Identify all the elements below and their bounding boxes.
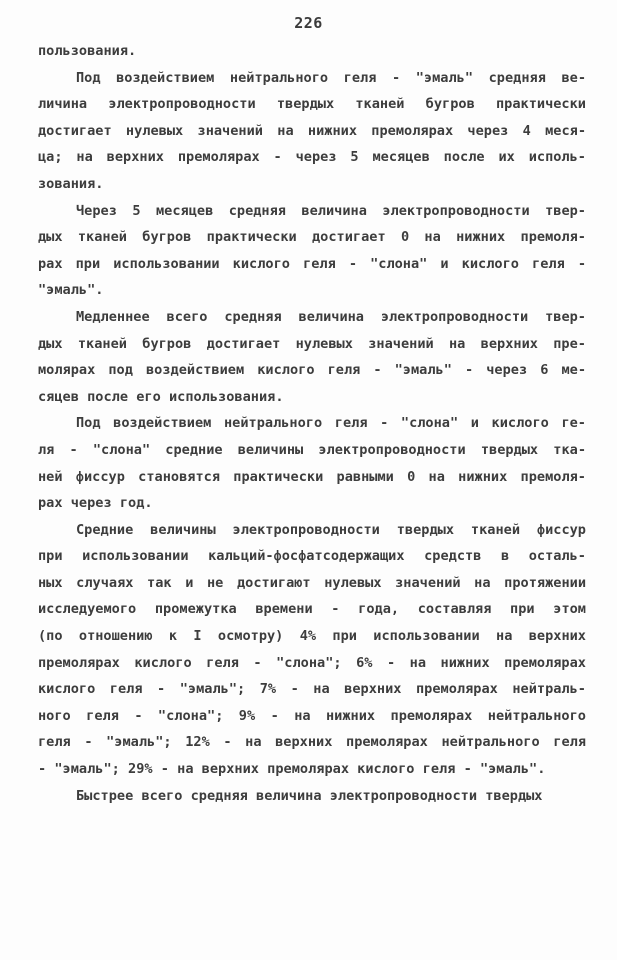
- text-line: Средние величины электропроводности твердых тканей фиссур: [76, 521, 586, 538]
- text-line: ца; на верхних премолярах - через 5 месяцев после их исполь-: [38, 149, 586, 166]
- text-line: - "эмаль"; 29% - на верхних премолярах кислого геля - "эмаль".: [38, 761, 546, 778]
- text-line: "эмаль".: [38, 282, 104, 299]
- text-line: зования.: [38, 175, 104, 192]
- text-line: ля - "слона" средние величины электропроводности твердых тка-: [38, 441, 586, 458]
- text-line: геля - "эмаль"; 12% - на верхних премолярах нейтрального геля: [38, 734, 586, 751]
- text-line: пользования.: [38, 43, 137, 59]
- text-line: рах при использовании кислого геля - "слона" и кислого геля -: [38, 255, 586, 272]
- text-line: исследуемого промежутка времени - года, составляя при этом: [38, 601, 586, 618]
- text-line: дых тканей бугров практически достигает 0 на нижних премоля-: [38, 229, 586, 246]
- text-line: (по отношению к I осмотру) 4% при использовании на верхних: [38, 628, 586, 645]
- text-line: ных случаях так и не достигают нулевых значений на протяжении: [38, 574, 586, 591]
- text-line: рах через год.: [38, 495, 153, 512]
- text-line: Под воздействием нейтрального геля - "эмаль" средняя ве-: [76, 69, 586, 86]
- text-line: Через 5 месяцев средняя величина электропроводности твер-: [76, 202, 586, 219]
- text-line: молярах под воздействием кислого геля - "эмаль" - через 6 ме-: [38, 362, 586, 379]
- text-line: ней фиссур становятся практически равными 0 на нижних премоля-: [38, 468, 586, 485]
- page-number: 226: [294, 14, 323, 32]
- body-text: [38, 38, 586, 809]
- text-line: при использовании кальций-фосфатсодержащих средств в осталь-: [38, 548, 586, 565]
- text-line: Быстрее всего средняя величина электропроводности твердых: [76, 787, 543, 804]
- text-line: сяцев после его использования.: [38, 388, 284, 405]
- text-line: кислого геля - "эмаль"; 7% - на верхних премолярах нейтраль-: [38, 681, 586, 698]
- text-line: ного геля - "слона"; 9% - на нижних премолярах нейтрального: [38, 707, 586, 724]
- text-line: Под воздействием нейтрального геля - "слона" и кислого ге-: [76, 415, 586, 432]
- text-line: достигает нулевых значений на нижних премолярах через 4 меся-: [38, 122, 586, 139]
- text-line: личина электропроводности твердых тканей бугров практически: [38, 96, 586, 113]
- text-line: Медленнее всего средняя величина электропроводности твер-: [76, 308, 586, 325]
- text-line: премолярах кислого геля - "слона"; 6% - на нижних премолярах: [38, 654, 586, 671]
- text-line: дых тканей бугров достигает нулевых значений на верхних пре-: [38, 335, 586, 352]
